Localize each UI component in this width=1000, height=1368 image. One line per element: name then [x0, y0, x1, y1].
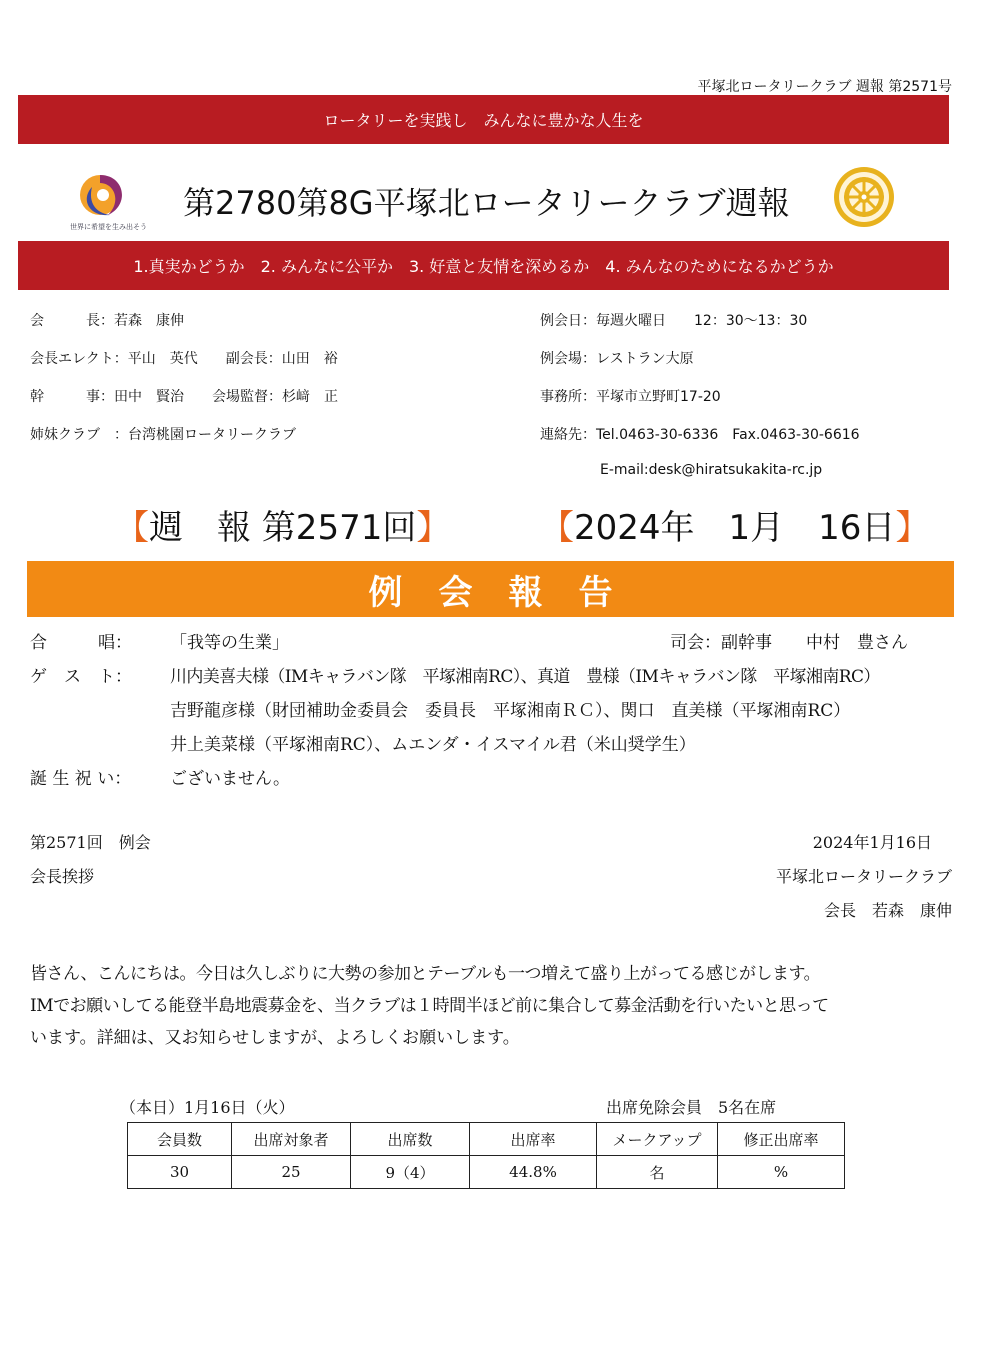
- bracket-open: 【: [540, 508, 574, 548]
- four-way-test-text: 1.真実かどうか 2. みんなに公平か 3. 好意と友情を深めるか 4. みんなのためになるかどうか: [133, 257, 834, 276]
- weekly-issue-text: 週 報 第2571回: [149, 508, 417, 548]
- attendance-table: [127, 1122, 845, 1189]
- secretary-info: 幹 事：田中 賢治 会場監督：杉﨑 正: [30, 389, 338, 405]
- motto-text: ロータリーを実践し みんなに豊かな人生を: [323, 111, 644, 130]
- attendance-value-cell: 9（4）: [351, 1156, 470, 1189]
- attendance-value-row: [128, 1156, 845, 1189]
- greeting-body: [30, 958, 960, 1054]
- attendance-exempt: 出席免除会員 5名在席: [606, 1098, 777, 1117]
- contact-info: 連絡先：Tel.0463-30-6336 Fax.0463-30-6616: [540, 427, 860, 443]
- section-title: 例会報告: [368, 572, 649, 613]
- attendance-value-cell: 30: [128, 1156, 232, 1189]
- song-label: 合 唱：: [30, 633, 132, 653]
- greeting-club: 平塚北ロータリークラブ: [775, 867, 952, 886]
- song-value: 「我等の生業」: [170, 633, 289, 653]
- greeting-line: 皆さん、こんにちは。今日は久しぶりに大勢の参加とテーブルも一つ増えて盛り上がってる感じがします。: [30, 964, 821, 984]
- meeting-number: 第2571回 例会: [30, 833, 151, 852]
- greeting-date: 2024年1月16日: [812, 833, 932, 852]
- issue-number-label: 平塚北ロータリークラブ 週報 第2571号: [697, 79, 952, 95]
- attendance-value-cell: 44.8%: [470, 1156, 597, 1189]
- mc-info: 司会：副幹事 中村 豊さん: [670, 633, 908, 653]
- bracket-close: 】: [416, 508, 451, 548]
- attendance-value-cell: 25: [232, 1156, 351, 1189]
- four-way-test-banner: [18, 241, 949, 290]
- section-banner: [27, 561, 954, 617]
- attendance-value-cell: %: [718, 1156, 845, 1189]
- guest-line: 井上美菜様（平塚湘南RC）、ムエンダ・イスマイル君（米山奨学生）: [170, 735, 696, 755]
- greeting-signature: 会長 若森 康伸: [823, 901, 952, 920]
- attendance-header-cell: 修正出席率: [718, 1123, 845, 1156]
- email-info: E-mail:desk@hiratsukakita-rc.jp: [600, 462, 823, 478]
- president-info: 会 長：若森 康伸: [30, 313, 184, 329]
- greeting-line: IMでお願いしてる能登半島地震募金を、当クラブは１時間半ほど前に集合して募金活動を行いたいと思って: [30, 996, 829, 1016]
- meeting-day-info: 例会日：毎週火曜日 12：30〜13：30: [540, 313, 808, 329]
- guest-line: 川内美喜夫様（IMキャラバン隊 平塚湘南RC）、真道 豊様（IMキャラバン隊 平塚湘南RC）: [170, 667, 880, 687]
- greeting-line: います。詳細は、又お知らせしますが、よろしくお願いします。: [30, 1028, 520, 1048]
- weekly-issue-heading: [115, 500, 450, 549]
- guest-line: 吉野龍彦様（財団補助金委員会 委員長 平塚湘南ＲＣ）、関口 直美様（平塚湘南RC）: [170, 701, 851, 721]
- greeting-heading: 会長挨拶: [30, 867, 95, 886]
- sister-club-info: 姉妹クラブ ：台湾桃園ロータリークラブ: [30, 427, 296, 443]
- issue-date-heading: [540, 500, 929, 549]
- attendance-header-cell: 会員数: [128, 1123, 232, 1156]
- page-title: 第2780第8G平塚北ロータリークラブ週報: [183, 184, 790, 222]
- rotary-wheel-icon: [830, 163, 898, 231]
- guest-label: ゲ ス ト：: [30, 667, 132, 687]
- bracket-close: 】: [895, 508, 930, 548]
- attendance-header-row: [128, 1123, 845, 1156]
- attendance-header-cell: メークアップ: [597, 1123, 718, 1156]
- attendance-header-cell: 出席数: [351, 1123, 470, 1156]
- bracket-open: 【: [115, 508, 149, 548]
- attendance-header-cell: 出席率: [470, 1123, 597, 1156]
- attendance-value-cell: 名: [597, 1156, 718, 1189]
- rotary-emblem: [830, 163, 898, 231]
- attendance-header-cell: 出席対象者: [232, 1123, 351, 1156]
- motto-banner: [18, 95, 949, 144]
- president-elect-info: 会長エレクト：平山 英代 副会長：山田 裕: [30, 351, 338, 367]
- issue-date-text: 2024年 1月 16日: [574, 508, 896, 548]
- office-info: 事務所：平塚市立野町17-20: [540, 389, 721, 405]
- birthday-value: ございません。: [170, 769, 291, 789]
- attendance-day: （本日）1月16日（火）: [120, 1098, 295, 1117]
- birthday-label: 誕 生 祝 い：: [30, 769, 132, 789]
- logo-tagline: 世界に希望を生み出そう: [70, 223, 147, 231]
- meeting-venue-info: 例会場：レストラン大原: [540, 351, 694, 367]
- district-logo: [70, 165, 160, 235]
